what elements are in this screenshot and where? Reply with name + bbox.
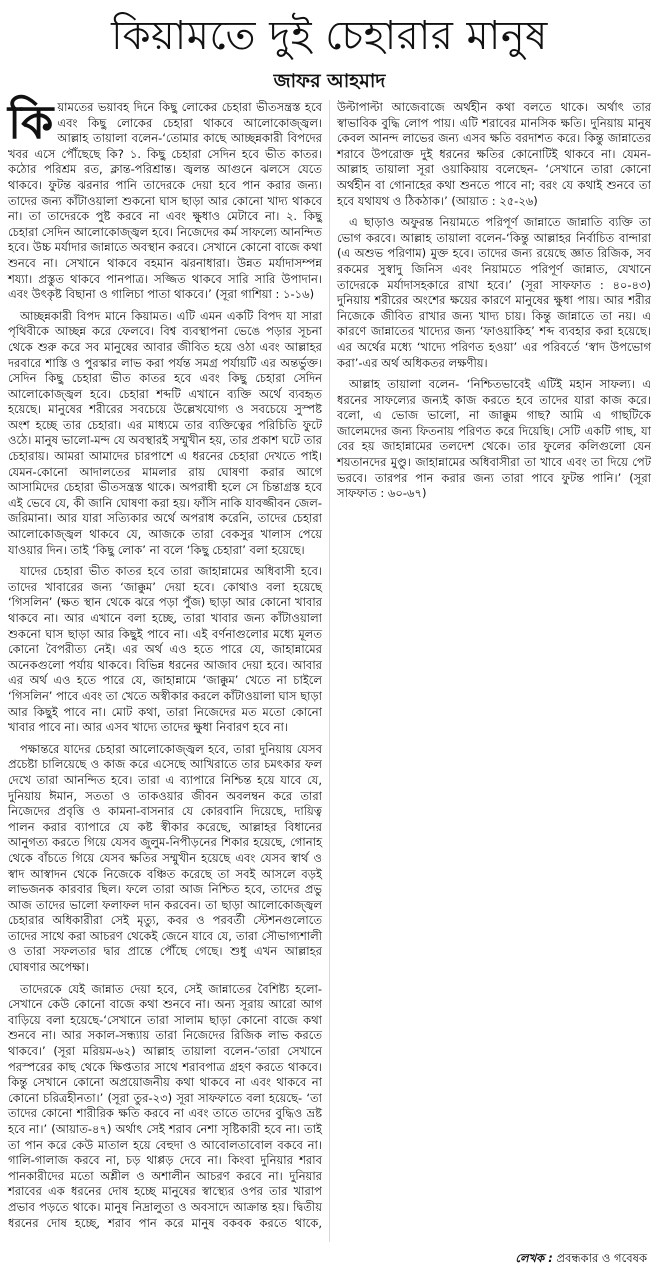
- article-paragraph-2: আচ্ছন্নকারী বিপদ মানে কিয়ামত। এটি এমন একটি বিপদ যা সারা পৃথিবীকে আচ্ছন্ন করে ফেলবে। বিশ্ব ব্যবস্থাপনা ভেঙে পড়ার সূচনা থেকে শুরু করে সব মানুষের আবার জীবিত হয়ে ওঠা এবং আল্লাহর দরবারে শাস্তি ও পুরস্কার লাভ করা পর্যন্ত সমগ্র পর্যায়টি এর অন্তর্ভুক্ত। সেদিন কিছু চেহারা ভীত কাতর হবে এবং কিছু চেহারা সেদিন আলোকোজ্জ্বল হবে। চেহারা শব্দটি এখানে ব্যক্তি অর্থে ব্যবহৃত হয়েছে। মানুষের শরীরের সবচেয়ে উল্লেখযোগ্য ও সবচেয়ে সুস্পষ্ট অংশ হচ্ছে তার চেহারা। এর মাধ্যমে তার ব্যক্তিত্বের পরিচিতি ফুটে ওঠে। মানুষ ভালো-মন্দ যে অবস্থারই সম্মুখীন হয়, তার প্রকাশ ঘটে তার চেহারায়। আমরা আমাদের চারপাশে এ ধরনের চেহারা দেখতে পাই। যেমন-কোনো আদালতের মামলার রায় ঘোষণা করার আগে আসামিদের চেহারা ভীতসন্ত্রস্ত থাকে। অপরাধী হলে সে চিন্তাগ্রস্ত হবে এই ভেবে যে, কী জানি ঘোষণা করা হয়। ফাঁসি নাকি যাবজ্জীবন জেল-জরিমানা। আর যারা সত্যিকার অর্থে অপরাধ করেনি, তাদের চেহারা আলোকোজ্জ্বল থাকবে যে, আজকে তারা বেকসুর খালাস পেয়ে যাওয়ার দিন। তাই ‘কিছু লোক’ না বলে ‘কিছু চেহারা’ বলা হয়েছে।: [8, 308, 322, 557]
- byline-author: জাফর আহমাদ: [273, 70, 386, 92]
- article-paragraph-5: তাদেরকে যেই জান্নাত দেয়া হবে, সেই জান্নাতের বৈশিষ্ট্য হলো- সেখানে কেউ কোনো বাজে কথা শুনবে না। অন্য সূরায় আরো আগ বাড়িয়ে বলা হয়েছে-‘সেখানে তারা সালাম ছাড়া কোনো বাজে কথা শুনবে না। আর সকাল-সন্ধ্যায় তারা নিজেদের রিজিক লাভ করতে থাকবে।’ (সূরা মরিয়ম-৬২) আল্লাহ তায়ালা বলেন-‘তারা সেখানে পরস্পরের কাছ থেকে ক্ষিপ্ততার সাথে শরাবপাত্র গ্রহণ করতে থাকবে। কিন্তু সেখানে কোনো অপ্রয়োজনীয় কথা থাকবে না এবং থাকবে না কোনো চরিত্রহীনতা।’ (সূরা তুর-২৩) সূরা সাফফাতে বলা হয়েছে- ‘তা তাদের কোনো শারীরিক ক্ষতি করবে না এবং তাতে তাদের বুদ্ধিও ভ্রষ্ট হবে না।’ (আয়াত-৪৭) অর্থাৎ সেই শরাব নেশা সৃষ্টিকারী হবে না। তাই তা পান করে কেউ মাতাল হয়ে বেহুদা ও আবোলতাবোল বকবে না। গালি-গালাজ করবে না, চড় থাপ্পড় দেবে না। কিংবা দুনিয়ার শরাব পানকারীদের মতো অশ্লীল ও অশালীন আচরণ করবে না। দুনিয়ার শরাবের এক ধরনের দোষ হচ্ছে মানুষের স্বাস্থ্যের ওপর তার খারাপ প্রভাব পড়তে থাকে। মানুষ নিদ্রালুতা ও অবসাদে আক্রান্ত হয়। দ্বিতীয় ধরনের দোষ হচ্ছে, শরাব পান করে মানুষ বকবক করতে থাকে, উল্টাপাল্টা আজেবাজে অর্থহীন কথা বলতে থাকে। অর্থাৎ তার স্বাভাবিক বুদ্ধি লোপ পায়। এটি শরাবের মানসিক ক্ষতি। দুনিয়ায় মানুষ কেবল আনন্দ লাভের জন্য এসব ক্ষতি বরদাশত করে। কিন্তু জান্নাতের শরাবে উপরোক্ত দুই ধরনের ক্ষতির কোনোটিই থাকবে না। যেমন- আল্লাহ তায়ালা সূরা ওয়াকিয়ায় বলেছেন- ‘সেখানে তারা কোনো অর্থহীন বা গোনাহের কথা শুনতে পাবে না; বরং যে কথাই শুনবে তা হবে যথাযথ ও ঠিকঠাক।’ (আয়াত : ২৫-২৬): [8, 100, 651, 1230]
- article-paragraph-1: [8, 95, 322, 303]
- author-signature: [515, 1250, 647, 1266]
- article-paragraph-3: যাদের চেহারা ভীত কাতর হবে তারা জাহান্নামের অধিবাসী হবে। তাদের খাবারের জন্য ‘জাক্কুম’ দেয়া হবে। কোথাও বলা হয়েছে ‘গিসলিন’ (ক্ষত স্থান থেকে ঝরে পড়া পুঁজ) ছাড়া আর কোনো খাবার থাকবে না। আর এখানে বলা হচ্ছে, তারা খাবার জন্য কাঁটাওয়ালা শুকনো ঘাস ছাড়া আর কিছুই পাবে না। এই বর্ণনাগুলোর মধ্যে মূলত কোনো বৈপরীত্য নেই। এর অর্থ এও হতে পারে যে, জাহান্নামের অনেকগুলো পর্যায় থাকবে। বিভিন্ন ধরনের আজাব দেয়া হবে। আবার এর অর্থ এও হতে পারে যে, জাহান্নামে ‘জাক্কুম’ খেতে না চাইলে ‘গিসলিন’ পাবে এবং তা খেতে অস্বীকার করলে কাঁটাওয়ালা ঘাস ছাড়া আর কিছুই পাবে না। মোট কথা, তারা নিজেদের মত মতো কোনো খাবার পাবে না। আর এসব খাদ্যে তাদের ক্ষুধা নিবারণ হবে না।: [8, 564, 322, 735]
- signature-text: প্রবন্ধকার ও গবেষক: [556, 1251, 647, 1265]
- dropcap: কি: [8, 95, 54, 149]
- article-paragraph-4: পক্ষান্তরে যাদের চেহারা আলোকোজ্জ্বল হবে, তারা দুনিয়ায় যেসব প্রচেষ্টা চালিয়েছে ও কাজ করে এসেছে আখিরাতে তার চমৎকার ফল দেখে তারা আনন্দিত হবে। তারা এ ব্যাপারে নিশ্চিন্ত হয়ে যাবে যে, দুনিয়ায় ঈমান, সততা ও তাকওয়ার জীবন অবলম্বন করে তারা নিজেদের প্রবৃত্তি ও কামনা-বাসনার যে কোরবানি দিয়েছে, দায়িত্ব পালন করার ব্যাপারে যে কষ্ট স্বীকার করেছে, আল্লাহর বিধানের আনুগত্য করতে গিয়ে যেসব জুলুম-নিপীড়নের শিকার হয়েছে, গোনাহ থেকে বাঁচতে গিয়ে যেসব ক্ষতির সম্মুখীন হয়েছে এবং যেসব স্বার্থ ও স্বাদ আস্বাদন থেকে নিজেকে বঞ্চিত করেছে তা সবই আসলে বড়ই লাভজনক কারবার ছিল। ফলে তারা আজ নিশ্চিত হবে, তাদের প্রভু আজ তাদের ভালো ফলাফল দান করবেন। তা ছাড়া আলোকোজ্জ্বল চেহারার অধিকারীরা সেই মৃত্যু, কবর ও পরবর্তী স্টেশনগুলোতে তাদের সাথে করা আচরণ থেকেই জেনে যাবে যে, তারা সৌভাগ্যশালী ও তারা সফলতার দ্বার প্রান্তে পৌঁছে গেছে। শুধু এখন আল্লাহর ঘোষণার অপেক্ষা।: [8, 741, 322, 975]
- article-paragraph-7: আল্লাহ তায়ালা বলেন- ‘নিশ্চিতভাবেই এটিই মহান সাফল্য। এ ধরনের সাফল্যের জন্যই কাজ করতে হবে তাদের যারা কাজ করে। বলো, এ ভোজ ভালো, না জাক্কুম গাছ? আমি এ গাছটিকে জালেমদের জন্য ফিতনায় পরিণত করে দিয়েছি। সেটি একটি গাছ, যা বের হয় জাহান্নামের তলদেশ থেকে। তার ফুলের কলিগুলো যেন শয়তানদের মুণ্ডু। জাহান্নামের অধিবাসীরা তা খাবে এবং তা দিয়ে পেট ভরবে। তারপর পান করার জন্য তারা পাবে ফুটন্ত পানি।’ (সূরা সাফফাত : ৬০-৬৭): [337, 377, 651, 501]
- headline: কিয়ামতে দুই চেহারার মানুষ: [111, 13, 548, 59]
- article-body: [8, 95, 651, 1242]
- paragraph-1-text: য়ামতের ভয়াবহ দিনে কিছু লোকের চেহারা ভীতসন্ত্রস্ত হবে এবং কিছু লোকের চেহারা থাকবে আলোকোজ্জ্বল। আল্লাহ তায়ালা বলেন-‘তোমার কাছে আচ্ছন্নকারী বিপদের খবর এসে পৌঁছেছে কি? ১. কিছু চেহারা সেদিন হবে ভীত কাতর। কঠোর পরিশ্রম রত, ক্লান্ত-পরিশ্রান্ত। জ্বলন্ত আগুনে ঝলসে যেতে থাকবে। ফুটন্ত ঝরনার পানি তাদেরকে দেয়া হবে পান করার জন্য। তাদের জন্য কাঁটাওয়ালা শুকনো ঘাস ছাড়া আর কোনো খাদ্য থাকবে না। তা তাদেরকে পুষ্ট করবে না এবং ক্ষুধাও মেটাবে না। ২. কিছু চেহারা সেদিন আলোকোজ্জ্বল হবে। নিজেদের কর্ম সাফল্যে আনন্দিত হবে। উচ্চ মর্যাদার জান্নাতে অবস্থান করবে। সেখানে কোনো বাজে কথা শুনবে না। সেখানে থাকবে বহমান ঝরনাধারা। উন্নত মর্যাদাসম্পন্ন শয্যা। প্রস্তুত থাকবে পানপাত্র। সজ্জিত থাকবে সারি সারি উপাদান। এবং উৎকৃষ্ট বিছানা ও গালিচা পাতা থাকবে।’ (সূরা গাশিয়া : ১-১৬): [8, 100, 322, 302]
- article-paragraph-6: এ ছাড়াও অফুরন্ত নিয়ামতে পরিপূর্ণ জান্নাতে জান্নাতি ব্যক্তি তা ভোগ করবে। আল্লাহ তায়ালা বলেন-‘কিন্তু আল্লাহর নির্বাচিত বান্দারা (এ অশুভ পরিণাম) মুক্ত হবে। তাদের জন্য রয়েছে জ্ঞাত রিজিক, সব রকমের সুস্বাদু জিনিস এবং নিয়ামতে পরিপূর্ণ জান্নাত, যেখানে তাদেরকে মর্যাদাসহকারে রাখা হবে।’ (সূরা সাফফাত : ৪০-৪৩) দুনিয়ায় শরীরের অংশের ক্ষয়ের কারণে মানুষের ক্ষুধা পায়। আর শরীর নিজেকে জীবিত রাখার জন্য খাদ্য চায়। কিন্তু জান্নাতে তা নয়। এ কারণে জান্নাতের খাদ্যের জন্য ‘ফাওয়াকিহ’ শব্দ ব্যবহার করা হয়েছে। এর অর্থের মধ্যে ‘খাদ্যে পরিণত হওয়া’ এর পরিবর্তে ‘স্বাদ উপভোগ করা’-এর অর্থ অধিকতর লক্ষণীয়।: [337, 215, 651, 370]
- signature-label: লেখক :: [515, 1251, 553, 1265]
